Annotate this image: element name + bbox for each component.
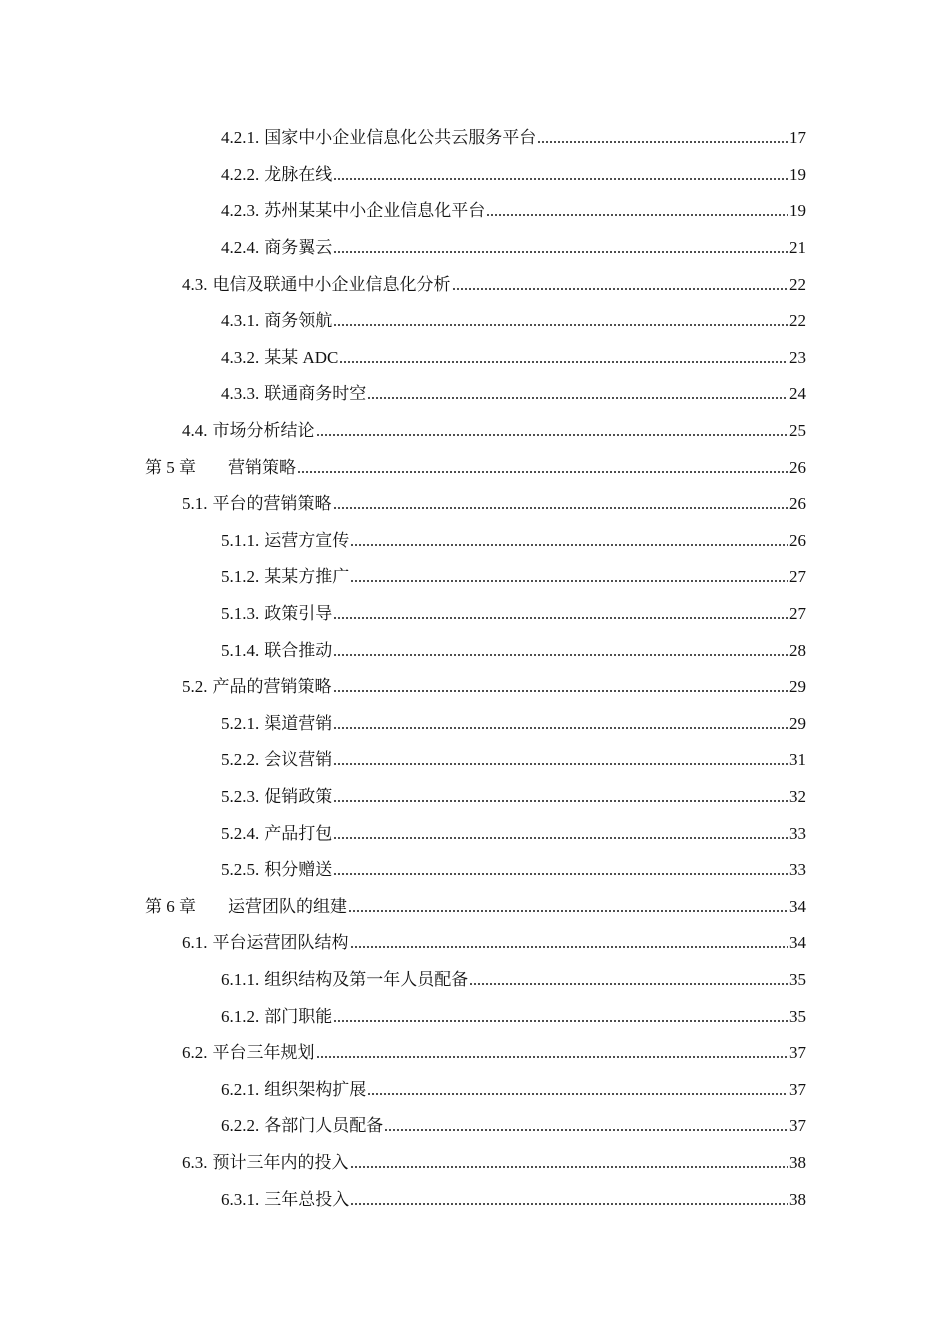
- toc-entry-page-number: 21: [789, 238, 806, 258]
- toc-dot-leader: [333, 690, 789, 692]
- toc-entry-title: 商务翼云: [264, 238, 333, 258]
- toc-dot-leader: [537, 141, 788, 143]
- toc-entry-page-number: 31: [789, 750, 806, 770]
- toc-entry[interactable]: [0, 1145, 950, 1182]
- toc-entry[interactable]: [0, 340, 950, 377]
- toc-entry[interactable]: [0, 230, 950, 267]
- toc-entry[interactable]: [0, 559, 950, 596]
- toc-entry-title: 平台三年规划: [212, 1043, 315, 1063]
- toc-entry-number: 4.3.: [182, 274, 208, 294]
- toc-entry-number: 6.3.: [182, 1152, 208, 1172]
- toc-entry-page-number: 26: [789, 530, 806, 550]
- toc-entry-page-number: 38: [789, 1152, 806, 1172]
- toc-entry-page-number: 37: [789, 1043, 806, 1063]
- toc-entry-title: 国家中小企业信息化公共云服务平台: [264, 128, 537, 148]
- toc-dot-leader: [333, 1020, 788, 1022]
- toc-dot-leader: [452, 288, 789, 290]
- toc-entry-title: 联通商务时空: [264, 384, 367, 404]
- toc-entry-title: 产品的营销策略: [212, 677, 332, 697]
- toc-entry-number: 4.3.1.: [221, 311, 260, 331]
- toc-entry-page-number: 37: [789, 1116, 806, 1136]
- toc-entry[interactable]: [0, 193, 950, 230]
- toc-entry[interactable]: [0, 157, 950, 194]
- toc-entry[interactable]: [0, 779, 950, 816]
- toc-entry[interactable]: [0, 706, 950, 743]
- toc-entry[interactable]: [0, 1071, 950, 1108]
- toc-entry-number: 4.2.4.: [221, 238, 260, 258]
- toc-dot-leader: [384, 1129, 788, 1131]
- toc-entry-page-number: 34: [789, 896, 806, 916]
- toc-entry-title: 积分赠送: [264, 860, 333, 880]
- toc-entry[interactable]: [0, 376, 950, 413]
- toc-entry-number: 6.1.1.: [221, 969, 260, 989]
- toc-entry-title: 政策引导: [264, 604, 333, 624]
- toc-entry[interactable]: [0, 1035, 950, 1072]
- toc-dot-leader: [339, 361, 788, 363]
- toc-entry-page-number: 25: [789, 421, 806, 441]
- toc-dot-leader: [333, 763, 788, 765]
- toc-entry[interactable]: [0, 486, 950, 523]
- toc-entry-number: 5.1.3.: [221, 604, 260, 624]
- toc-entry[interactable]: [0, 815, 950, 852]
- toc-entry-number: 4.3.2.: [221, 347, 260, 367]
- toc-entry-page-number: 27: [789, 604, 806, 624]
- toc-entry-number: 5.1.1.: [221, 530, 260, 550]
- toc-entry[interactable]: [0, 925, 950, 962]
- toc-dot-leader: [350, 544, 788, 546]
- toc-entry-page-number: 19: [789, 201, 806, 221]
- toc-entry-number: 6.1.2.: [221, 1006, 260, 1026]
- toc-entry-number: 6.2.1.: [221, 1079, 260, 1099]
- toc-entry[interactable]: [0, 266, 950, 303]
- toc-entry-title: 组织结构及第一年人员配备: [264, 969, 469, 989]
- toc-entry-page-number: 24: [789, 384, 806, 404]
- toc-dot-leader: [333, 324, 788, 326]
- toc-dot-leader: [333, 507, 789, 509]
- toc-entry-title: 预计三年内的投入: [212, 1152, 349, 1172]
- toc-dot-leader: [297, 471, 788, 473]
- toc-entry-page-number: 35: [789, 969, 806, 989]
- toc-entry-page-number: 22: [789, 274, 806, 294]
- toc-entry-number: 6.2.2.: [221, 1116, 260, 1136]
- toc-dot-leader: [350, 580, 788, 582]
- toc-dot-leader: [333, 837, 788, 839]
- toc-entry-page-number: 29: [789, 713, 806, 733]
- toc-entry[interactable]: [0, 1108, 950, 1145]
- toc-entry-page-number: 33: [789, 823, 806, 843]
- toc-entry-title: 市场分析结论: [212, 421, 315, 441]
- toc-entry-number: 5.1.2.: [221, 567, 260, 587]
- toc-dot-leader: [350, 1203, 788, 1205]
- toc-entry-number: 6.3.1.: [221, 1189, 260, 1209]
- toc-entry-page-number: 26: [789, 457, 806, 477]
- toc-entry-title: 龙脉在线: [264, 164, 333, 184]
- toc-entry-number: 第 6 章: [145, 896, 196, 916]
- toc-entry-title: 某某 ADC: [264, 347, 339, 367]
- toc-entry-page-number: 26: [789, 494, 806, 514]
- toc-dot-leader: [333, 727, 788, 729]
- toc-entry-title: 商务领航: [264, 311, 333, 331]
- toc-entry-title: 运营方宣传: [264, 530, 350, 550]
- toc-entry-title: 会议营销: [264, 750, 333, 770]
- toc-entry-page-number: 28: [789, 640, 806, 660]
- table-of-contents: [0, 120, 950, 1218]
- toc-dot-leader: [333, 873, 788, 875]
- toc-entry-number: 4.2.3.: [221, 201, 260, 221]
- toc-dot-leader: [316, 1056, 789, 1058]
- toc-entry-number: 4.2.2.: [221, 164, 260, 184]
- toc-entry-number: 4.2.1.: [221, 128, 260, 148]
- toc-entry-number: 5.2.4.: [221, 823, 260, 843]
- toc-entry-title: 运营团队的组建: [228, 896, 347, 916]
- toc-entry[interactable]: [0, 632, 950, 669]
- toc-entry-number: 5.2.: [182, 677, 208, 697]
- toc-entry-number: 6.1.: [182, 933, 208, 953]
- toc-entry-page-number: 37: [789, 1079, 806, 1099]
- toc-entry-title: 部门职能: [264, 1006, 333, 1026]
- toc-entry-page-number: 23: [789, 347, 806, 367]
- toc-entry[interactable]: [0, 523, 950, 560]
- toc-entry-title: 各部门人员配备: [264, 1116, 384, 1136]
- toc-entry-title: 产品打包: [264, 823, 333, 843]
- toc-entry-number: 5.1.: [182, 494, 208, 514]
- toc-entry-title: 电信及联通中小企业信息化分析: [212, 274, 451, 294]
- toc-entry-number: 4.4.: [182, 421, 208, 441]
- toc-entry[interactable]: [0, 669, 950, 706]
- toc-entry-page-number: 29: [789, 677, 806, 697]
- toc-entry-page-number: 17: [789, 128, 806, 148]
- toc-entry-title: 平台运营团队结构: [212, 933, 349, 953]
- toc-entry-title: 苏州某某中小企业信息化平台: [264, 201, 486, 221]
- toc-dot-leader: [333, 654, 788, 656]
- toc-entry[interactable]: [0, 962, 950, 999]
- toc-entry-page-number: 32: [789, 786, 806, 806]
- toc-entry-page-number: 22: [789, 311, 806, 331]
- toc-entry[interactable]: [0, 303, 950, 340]
- toc-entry-number: 5.1.4.: [221, 640, 260, 660]
- toc-dot-leader: [333, 800, 788, 802]
- toc-entry[interactable]: [0, 998, 950, 1035]
- toc-entry-title: 营销策略: [228, 457, 296, 477]
- toc-dot-leader: [333, 178, 788, 180]
- toc-entry-number: 5.2.1.: [221, 713, 260, 733]
- toc-entry-number: 5.2.2.: [221, 750, 260, 770]
- toc-entry-title: 平台的营销策略: [212, 494, 332, 514]
- toc-entry[interactable]: [0, 596, 950, 633]
- toc-dot-leader: [333, 251, 788, 253]
- toc-entry[interactable]: [0, 120, 950, 157]
- toc-entry-title: 促销政策: [264, 786, 333, 806]
- toc-dot-leader: [348, 910, 788, 912]
- toc-entry[interactable]: [0, 413, 950, 450]
- toc-entry[interactable]: [0, 742, 950, 779]
- toc-entry[interactable]: [0, 888, 950, 925]
- toc-entry-title: 联合推动: [264, 640, 333, 660]
- toc-dot-leader: [367, 1093, 788, 1095]
- toc-entry-page-number: 27: [789, 567, 806, 587]
- toc-dot-leader: [333, 617, 788, 619]
- toc-dot-leader: [350, 1166, 789, 1168]
- toc-entry-page-number: 19: [789, 164, 806, 184]
- toc-entry-page-number: 34: [789, 933, 806, 953]
- toc-entry-page-number: 33: [789, 860, 806, 880]
- toc-entry-title: 某某方推广: [264, 567, 350, 587]
- toc-dot-leader: [469, 983, 788, 985]
- toc-dot-leader: [316, 434, 789, 436]
- toc-entry-title: 三年总投入: [264, 1189, 350, 1209]
- toc-entry-page-number: 35: [789, 1006, 806, 1026]
- toc-entry-number: 第 5 章: [145, 457, 196, 477]
- toc-dot-leader: [486, 214, 788, 216]
- toc-entry-title: 组织架构扩展: [264, 1079, 367, 1099]
- toc-entry-title: 渠道营销: [264, 713, 333, 733]
- toc-entry-number: 6.2.: [182, 1043, 208, 1063]
- toc-entry-page-number: 38: [789, 1189, 806, 1209]
- toc-entry-number: 5.2.5.: [221, 860, 260, 880]
- toc-entry[interactable]: [0, 1181, 950, 1218]
- toc-entry-number: 5.2.3.: [221, 786, 260, 806]
- toc-dot-leader: [367, 397, 788, 399]
- toc-entry[interactable]: [0, 449, 950, 486]
- toc-entry-number: 4.3.3.: [221, 384, 260, 404]
- toc-dot-leader: [350, 946, 789, 948]
- toc-entry[interactable]: [0, 852, 950, 889]
